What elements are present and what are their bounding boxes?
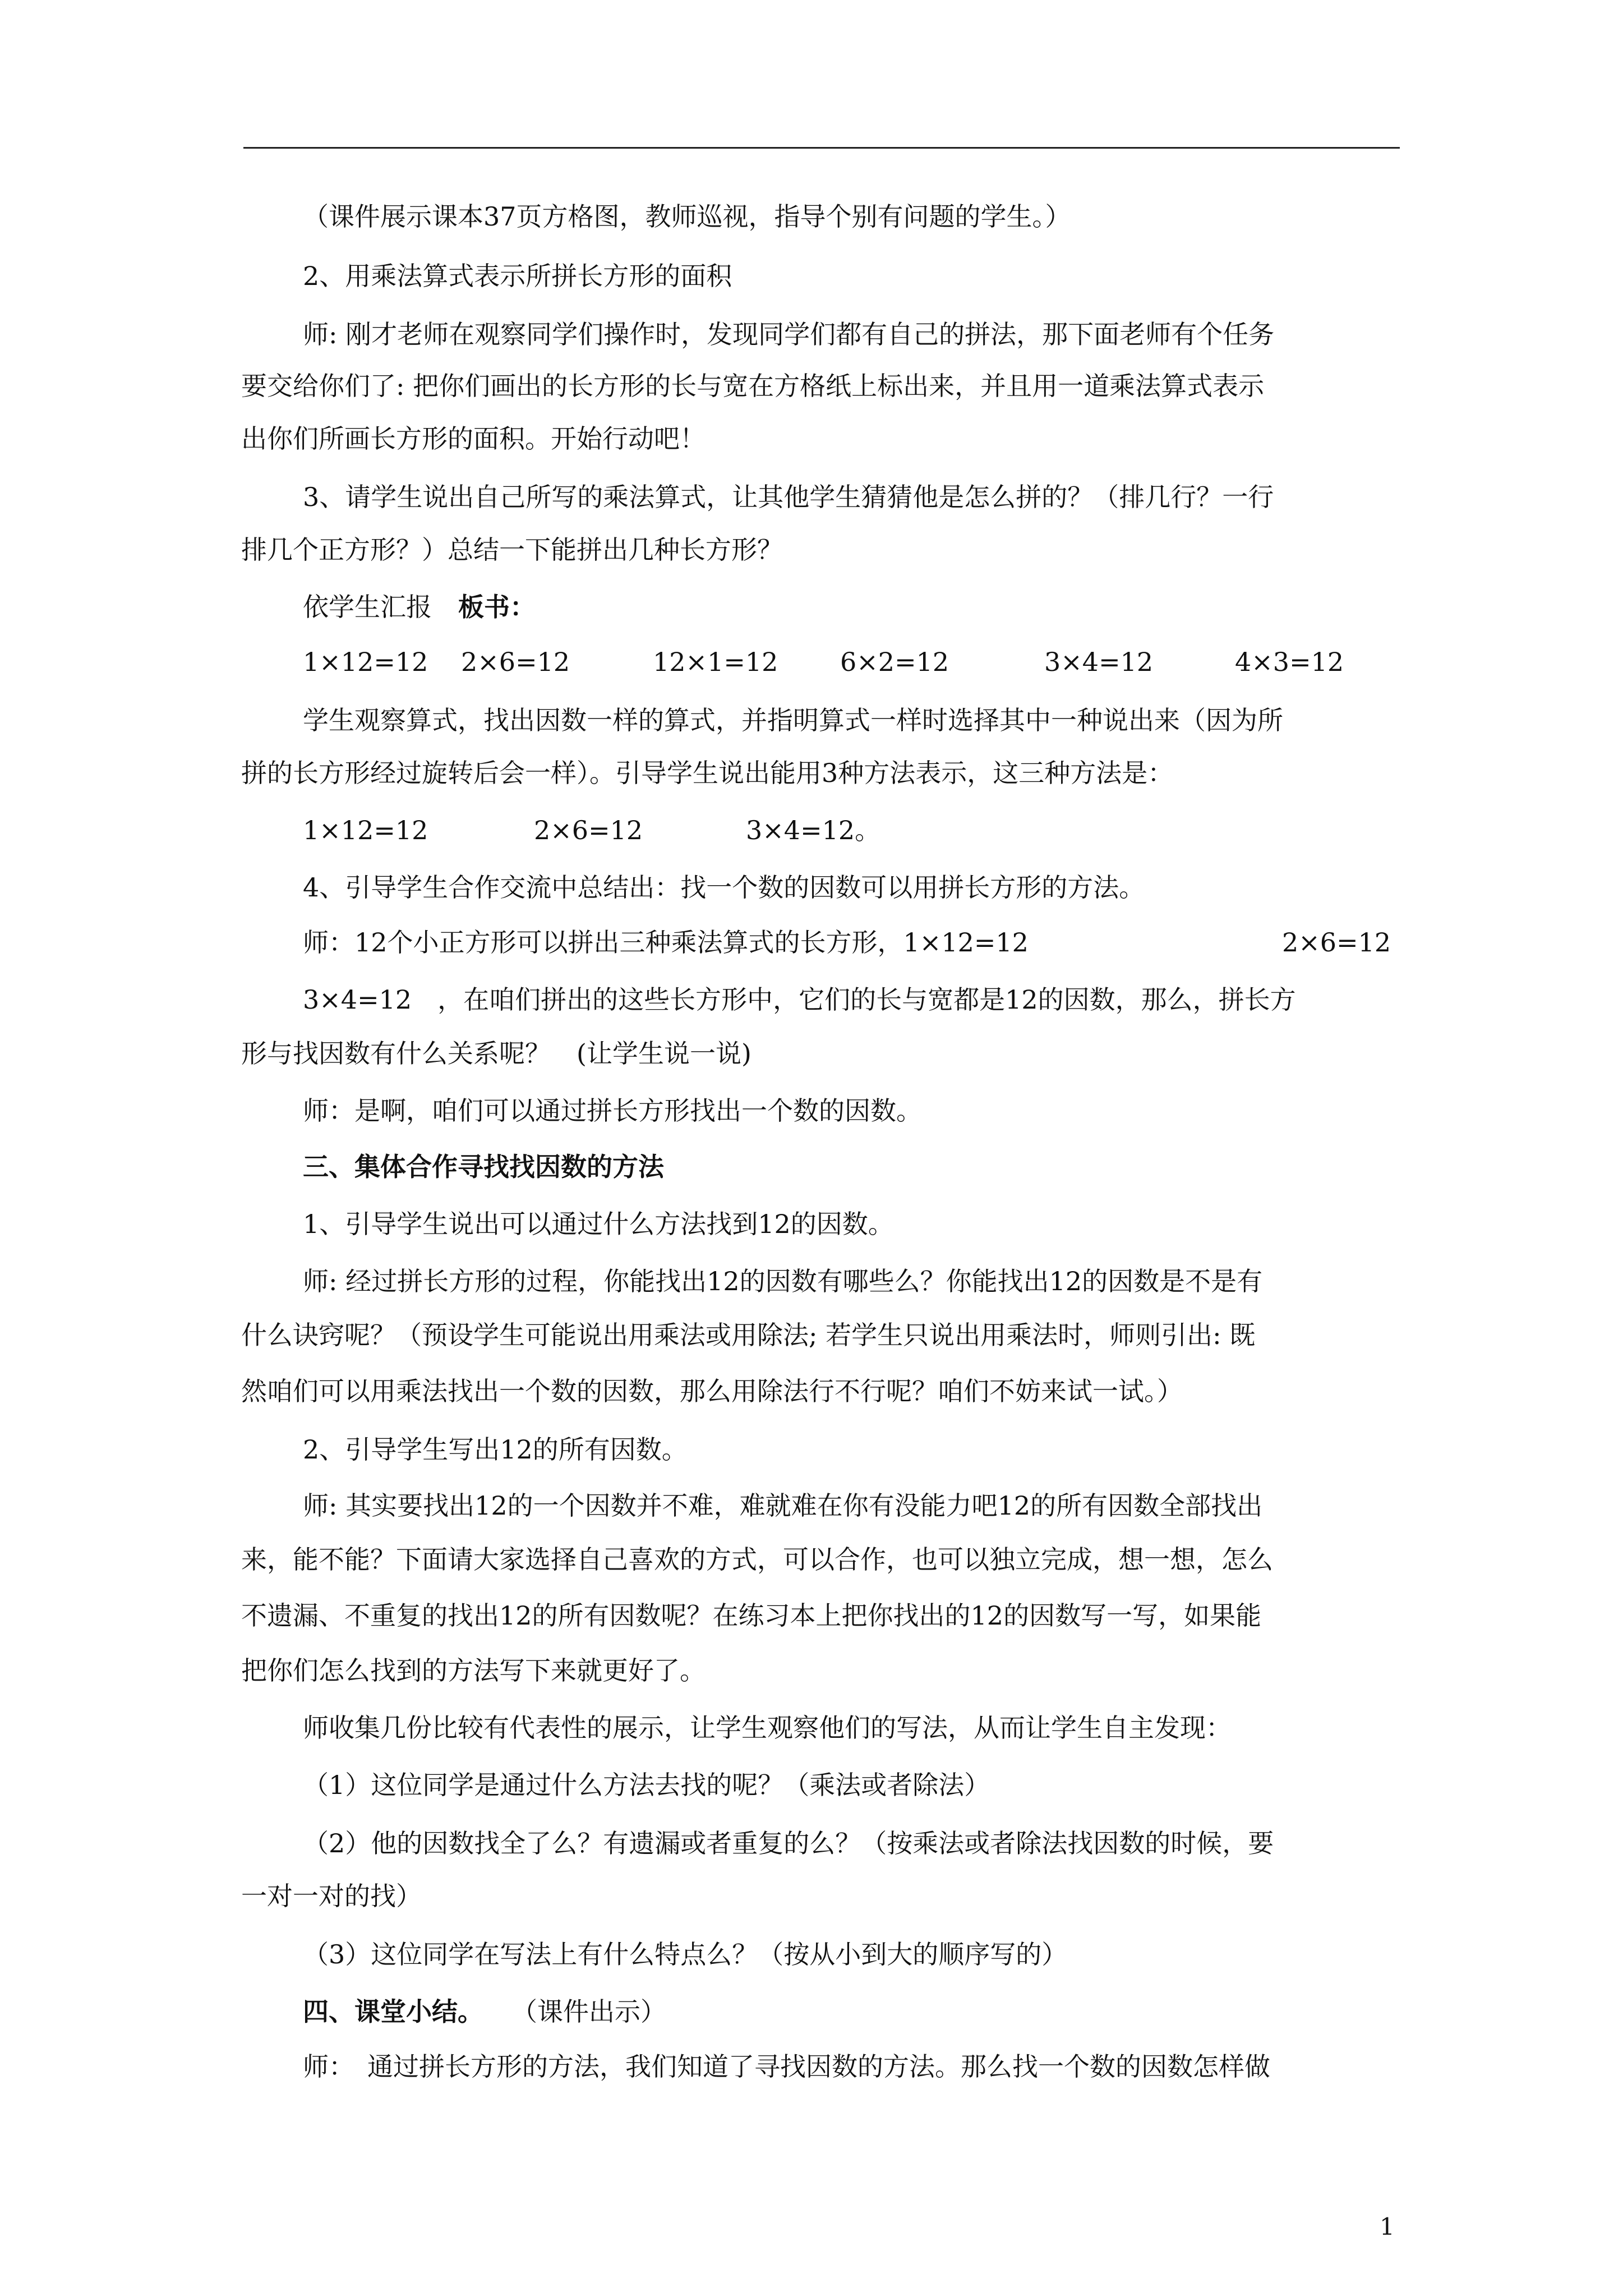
line-text: 师: 刚才老师在观察同学们操作时，发现同学们都有自己的拼法，那下面老师有个任务 xyxy=(303,319,1275,349)
line-text: （2）他的因数找全了么？有遗漏或者重复的么？（按乘法或者除法找因数的时候，要 xyxy=(303,1828,1274,1858)
line-text: 2×6=12 xyxy=(1282,927,1391,958)
line-text: 3、请学生说出自己所写的乘法算式，让其他学生猜猜他是怎么拼的？（排几行？一行 xyxy=(303,482,1274,512)
paragraph-line xyxy=(0,1874,1623,1918)
header-rule xyxy=(243,147,1400,149)
line-text: 4、引导学生合作交流中总结出：找一个数的因数可以用拼长方形的方法。 xyxy=(303,872,1145,903)
board-equation: 1×12=12 xyxy=(303,647,428,677)
line-text: 师收集几份比较有代表性的展示，让学生观察他们的写法，从而让学生自主发现： xyxy=(303,1713,1232,1743)
paragraph-line xyxy=(0,1369,1623,1414)
paragraph-line xyxy=(0,585,1623,629)
line-text: 要交给你们了: 把你们画出的长方形的长与宽在方格纸上标出来，并且用一道乘法算式表示 xyxy=(241,371,1265,401)
board-equation: 12×1=12 xyxy=(653,647,778,677)
paragraph-line xyxy=(0,977,1623,1022)
line-text: 2、引导学生写出12的所有因数。 xyxy=(303,1434,688,1465)
chosen-equation: 2×6=12 xyxy=(534,815,643,845)
page-number: 1 xyxy=(1380,2213,1395,2240)
heading-text: 四、课堂小结。 xyxy=(303,1996,483,2027)
paragraph-line xyxy=(0,1593,1623,1638)
paragraph-line xyxy=(0,1202,1623,1246)
paragraph-line xyxy=(0,1259,1623,1304)
line-text: 依学生汇报 xyxy=(303,592,432,622)
paragraph-line xyxy=(0,416,1623,461)
line-text: 拼的长方形经过旋转后会一样）。引导学生说出能用3种方法表示，这三种方法是： xyxy=(241,758,1174,788)
line-text: 师：是啊，咱们可以通过拼长方形找出一个数的因数。 xyxy=(303,1096,922,1126)
paragraph-line xyxy=(0,194,1623,239)
board-equation: 6×2=12 xyxy=(840,647,949,677)
line-text: （课件展示课本37页方格图，教师巡视，指导个别有问题的学生。） xyxy=(303,201,1071,232)
board-label: 板书： xyxy=(458,592,536,622)
paragraph-line xyxy=(0,1705,1623,1750)
paragraph-line xyxy=(0,475,1623,519)
chosen-equation: 3×4=12。 xyxy=(746,815,881,845)
line-text: 把你们怎么找到的方法写下来就更好了。 xyxy=(241,1655,706,1686)
paragraph-line xyxy=(0,1932,1623,1977)
paragraph-line xyxy=(0,920,1623,965)
line-text: （3）这位同学在写法上有什么特点么？（按从小到大的顺序写的） xyxy=(303,1939,1068,1970)
line-text: 师：12个小正方形可以拼出三种乘法算式的长方形，1×12=12 xyxy=(303,927,1029,958)
paragraph-line xyxy=(0,364,1623,408)
line-text: 3×4=12 ，在咱们拼出的这些长方形中，它们的长与宽都是12的因数，那么，拼长方 xyxy=(303,984,1296,1015)
section-heading xyxy=(0,1989,1623,2034)
paragraph-line xyxy=(0,865,1623,910)
line-text: 什么诀窍呢？（预设学生可能说出用乘法或用除法; 若学生只说出用乘法时，师则引出: 既 xyxy=(241,1320,1256,1350)
paragraph-line xyxy=(0,1648,1623,1693)
line-text: 不遗漏、不重复的找出12的所有因数呢？在练习本上把你找出的12的因数写一写，如果能 xyxy=(241,1600,1262,1631)
line-text: （1）这位同学是通过什么方法去找的呢？（乘法或者除法） xyxy=(303,1770,990,1800)
board-equation: 4×3=12 xyxy=(1235,647,1344,677)
paragraph-line xyxy=(0,2044,1623,2089)
paragraph-line xyxy=(0,1031,1623,1076)
line-text: 1、引导学生说出可以通过什么方法找到12的因数。 xyxy=(303,1209,894,1239)
line-text: 然咱们可以用乘法找出一个数的因数，那么用除法行不行呢？咱们不妨来试一试。） xyxy=(241,1376,1183,1406)
line-text: 来，能不能？下面请大家选择自己喜欢的方式，可以合作，也可以独立完成，想一想，怎么 xyxy=(241,1544,1273,1575)
paragraph-line xyxy=(0,1483,1623,1528)
line-text: 形与找因数有什么关系呢？ (让学生说一说) xyxy=(241,1038,751,1069)
paragraph-line xyxy=(0,1537,1623,1582)
chosen-equations-row xyxy=(0,808,1623,853)
line-text: 师: 其实要找出12的一个因数并不难，难就难在你有没能力吧12的所有因数全部找出 xyxy=(303,1490,1263,1521)
chosen-equation: 1×12=12 xyxy=(303,815,428,845)
paragraph-line xyxy=(0,1088,1623,1133)
paragraph-line xyxy=(0,312,1623,357)
paragraph-line xyxy=(0,527,1623,572)
board-equation: 3×4=12 xyxy=(1044,647,1154,677)
paragraph-line xyxy=(0,1427,1623,1472)
section-heading xyxy=(0,1144,1623,1189)
paragraph-line xyxy=(0,698,1623,743)
paragraph-line xyxy=(0,1763,1623,1807)
paragraph-line xyxy=(0,751,1623,795)
board-equation: 2×6=12 xyxy=(461,647,570,677)
line-text: 一对一对的找） xyxy=(241,1881,422,1911)
board-equations-row xyxy=(0,639,1623,684)
heading-text: 三、集体合作寻找找因数的方法 xyxy=(303,1152,664,1182)
line-text: 排几个正方形？）总结一下能拼出几种长方形？ xyxy=(241,535,783,565)
line-text: （课件出示） xyxy=(511,1996,666,2027)
paragraph-line xyxy=(0,1821,1623,1866)
paragraph-line xyxy=(0,1313,1623,1358)
line-text: 师： 通过拼长方形的方法，我们知道了寻找因数的方法。那么找一个数的因数怎样做 xyxy=(303,2051,1270,2082)
paragraph-line xyxy=(0,254,1623,298)
line-text: 出你们所画长方形的面积。开始行动吧！ xyxy=(241,424,706,454)
line-text: 学生观察算式，找出因数一样的算式，并指明算式一样时选择其中一种说出来（因为所 xyxy=(303,705,1283,735)
line-text: 师: 经过拼长方形的过程，你能找出12的因数有哪些么？你能找出12的因数是不是有 xyxy=(303,1266,1263,1296)
line-text: 2、用乘法算式表示所拼长方形的面积 xyxy=(303,261,732,291)
